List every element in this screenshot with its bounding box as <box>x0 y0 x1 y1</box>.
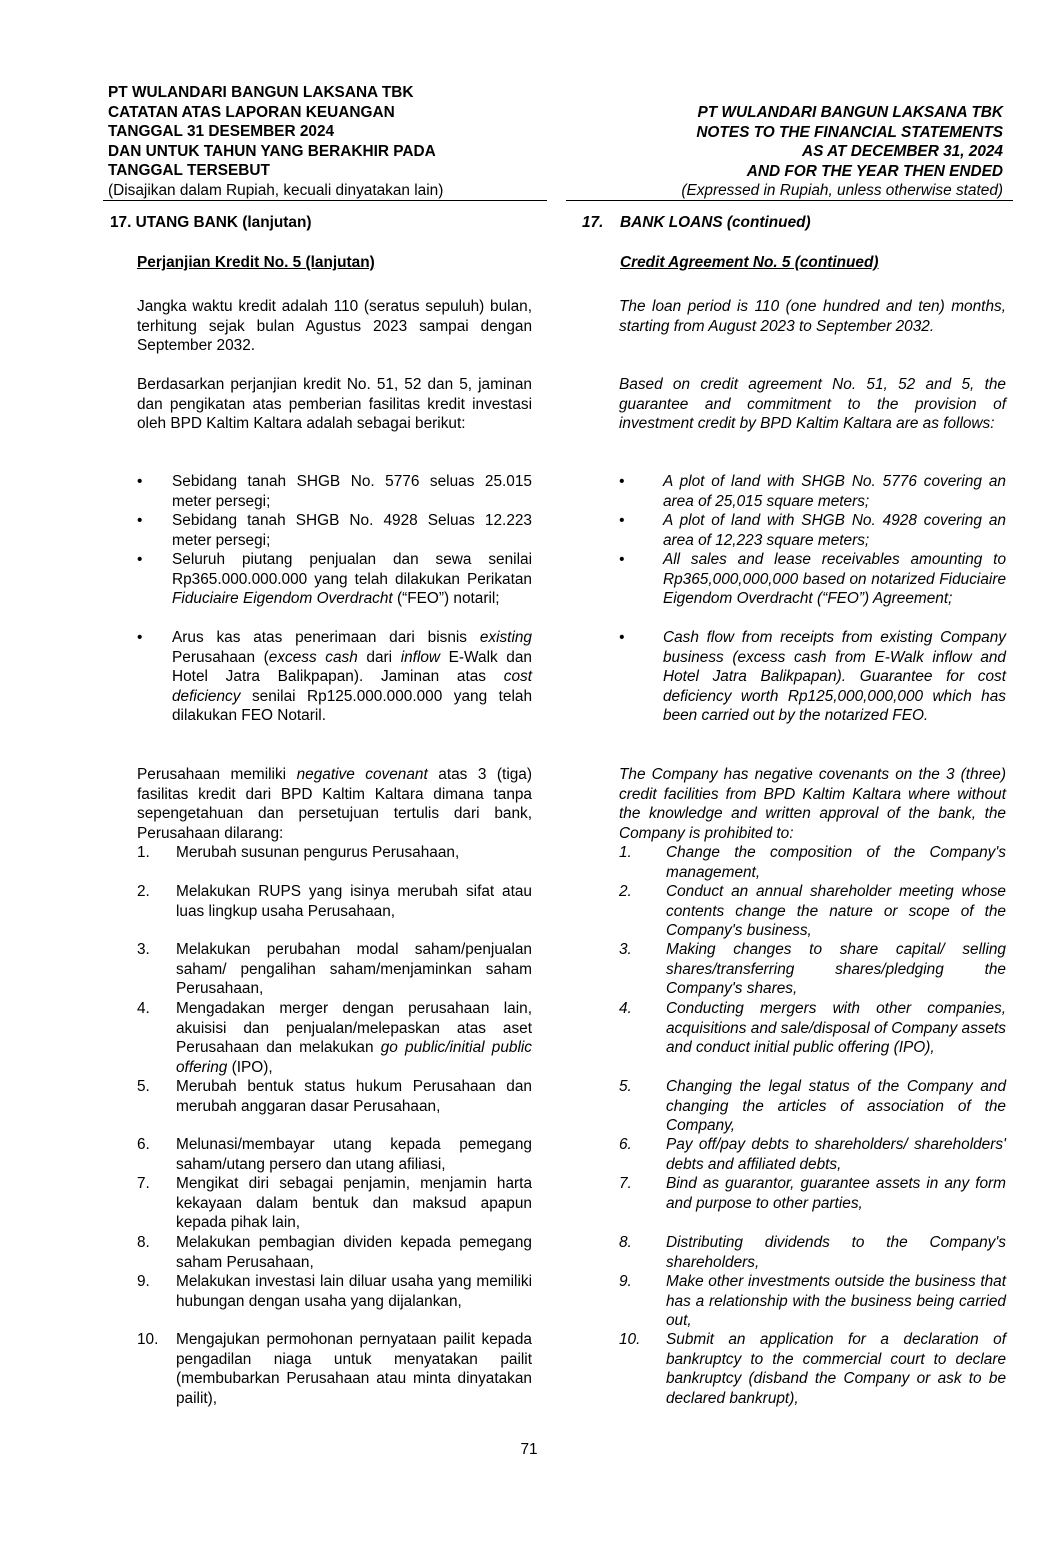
section-number-en: 17. <box>582 214 604 231</box>
numbered-item-id-2: 2. Melakukan RUPS yang isinya merubah sifat atau luas lingkup usaha Perusahaan, <box>137 883 532 920</box>
numbered-item-id-3: 3. Melakukan perubahan modal saham/penjualan saham/ pengalihan saham/menjaminkan saham Perusahaan, <box>137 941 532 997</box>
numbered-item-en-8: 8. Distributing dividends to the Company's shareholders, <box>619 1234 1006 1271</box>
numbered-item-en-3: 3. Making changes to share capital/ selling shares/transferring shares/pledging the Company's shares, <box>619 941 1006 997</box>
numbered-item-id-7: 7. Mengikat diri sebagai penjamin, menjamin harta kekayaan dalam bentuk dan maksud apapun kepada pihak lain, <box>137 1175 532 1231</box>
numbered-item-en-6: 6. Pay off/pay debts to shareholders/ shareholders' debts and affiliated debts, <box>619 1136 1006 1173</box>
numbered-item-en-7: 7. Bind as guarantor, guarantee assets in any form and purpose to other parties, <box>619 1175 1006 1212</box>
numbered-item-id-6: 6. Melunasi/membayar utang kepada pemegang saham/utang persero dan utang afiliasi, <box>137 1136 532 1173</box>
section-title-en: BANK LOANS (continued) <box>620 214 811 231</box>
numbered-item-id-9: 9. Melakukan investasi lain diluar usaha yang memiliki hubungan dengan usaha yang dijalankan, <box>137 1273 532 1310</box>
header-right <box>563 103 1003 201</box>
numbered-item-en-5: 5. Changing the legal status of the Company and changing the articles of association of the Company, <box>619 1078 1006 1134</box>
numbered-item-en-4: 4. Conducting mergers with other companies, acquisitions and sale/disposal of Company assets and conduct initial public offering (IPO), <box>619 1000 1006 1056</box>
company-name-id: PT WULANDARI BANGUN LAKSANA TBK <box>108 84 414 101</box>
numbered-item-en-2: 2. Conduct an annual shareholder meeting whose contents change the nature or scope of the Company's business, <box>619 883 1006 939</box>
para-negative-covenant-id: Perusahaan memiliki negative covenant atas 3 (tiga) fasilitas kredit dari BPD Kaltim Kaltara dimana tanpa sepengetahuan dan persetujuan tertulis dari bank, Perusahaan dilarang: <box>137 766 532 842</box>
para-guarantee-intro-en: Based on credit agreement No. 51, 52 and 5, the guarantee and commitment to the provision of investment credit by BPD Kaltim Kaltara are as follows: <box>619 376 1006 432</box>
bullet-item-en-1: • A plot of land with SHGB No. 5776 covering an area of 25,015 square meters; <box>619 473 1006 510</box>
company-name-en: PT WULANDARI BANGUN LAKSANA TBK <box>697 104 1003 121</box>
para-loan-period-id: Jangka waktu kredit adalah 110 (seratus sepuluh) bulan, terhitung sejak bulan Agustus 2023 sampai dengan September 2032. <box>137 298 532 354</box>
doc-date-en: AS AT DECEMBER 31, 2024 <box>802 143 1003 160</box>
numbered-item-id-4: 4. Mengadakan merger dengan perusahaan lain, akuisisi dan penjualan/melepaskan atas aset Perusahaan dan melakukan go public/initial public offering (IPO), <box>137 1000 532 1076</box>
header-rule-right <box>566 200 1013 201</box>
section-title-id: 17. UTANG BANK (lanjutan) <box>110 214 312 231</box>
doc-period2-id: TANGGAL TERSEBUT <box>108 162 270 179</box>
currency-note-id: (Disajikan dalam Rupiah, kecuali dinyatakan lain) <box>108 181 444 199</box>
currency-note-en: (Expressed in Rupiah, unless otherwise stated) <box>681 182 1003 199</box>
header-rule-left <box>103 200 547 201</box>
numbered-item-id-8: 8. Melakukan pembagian dividen kepada pemegang saham Perusahaan, <box>137 1234 532 1271</box>
doc-period-en: AND FOR THE YEAR THEN ENDED <box>746 162 1003 180</box>
bullet-item-id-4: • Arus kas atas penerimaan dari bisnis existing Perusahaan (excess cash dari inflow E-Walk dan Hotel Jatra Balikpapan). Jaminan atas cost deficiency senilai Rp125.000.000.000 yang telah dilakukan FEO Notaril. <box>137 629 532 724</box>
numbered-item-en-9: 9. Make other investments outside the business that has a relationship with the business being carried out, <box>619 1273 1006 1329</box>
doc-title-en: NOTES TO THE FINANCIAL STATEMENTS <box>696 123 1003 141</box>
bullet-item-id-2: • Sebidang tanah SHGB No. 4928 Seluas 12.223 meter persegi; <box>137 512 532 549</box>
para-negative-covenant-en: The Company has negative covenants on the 3 (three) credit facilities from BPD Kaltim Kaltara where without the knowledge and written approval of the bank, the Company is prohibited to: <box>619 766 1006 842</box>
page-number: 71 <box>520 1441 538 1458</box>
subheading-id: Perjanjian Kredit No. 5 (lanjutan) <box>137 254 375 271</box>
bullet-item-en-3: • All sales and lease receivables amounting to Rp365,000,000,000 based on notarized Fiduciaire Eigendom Overdracht (“FEO”) Agreement; <box>619 551 1006 607</box>
numbered-item-en-1: 1. Change the composition of the Company's management, <box>619 844 1006 881</box>
doc-date-id: TANGGAL 31 DESEMBER 2024 <box>108 123 335 140</box>
subheading-en: Credit Agreement No. 5 (continued) <box>620 254 879 271</box>
bullet-item-id-1: • Sebidang tanah SHGB No. 5776 seluas 25.015 meter persegi; <box>137 473 532 510</box>
numbered-item-en-10: 10. Submit an application for a declaration of bankruptcy to the commercial court to declare bankruptcy (disband the Company or ask to be declared bankrupt), <box>619 1331 1006 1407</box>
bullet-item-id-3: • Seluruh piutang penjualan dan sewa senilai Rp365.000.000.000 yang telah dilakukan Perikatan Fiduciaire Eigendom Overdracht (“FEO”) notaril; <box>137 551 532 607</box>
numbered-item-id-1: 1. Merubah susunan pengurus Perusahaan, <box>137 844 460 861</box>
doc-title-id: CATATAN ATAS LAPORAN KEUANGAN <box>108 103 395 121</box>
numbered-item-id-5: 5. Merubah bentuk status hukum Perusahaan dan merubah anggaran dasar Perusahaan, <box>137 1078 532 1115</box>
header-left <box>108 83 548 200</box>
numbered-item-id-10: 10. Mengajukan permohonan pernyataan pailit kepada pengadilan niaga untuk menyatakan pailit (membubarkan Perusahaan atau minta dinyatakan pailit), <box>137 1331 532 1407</box>
para-guarantee-intro-id: Berdasarkan perjanjian kredit No. 51, 52 dan 5, jaminan dan pengikatan atas pemberian fasilitas kredit investasi oleh BPD Kaltim Kaltara adalah sebagai berikut: <box>137 376 532 432</box>
bullet-item-en-4: • Cash flow from receipts from existing Company business (excess cash from E-Walk inflow and Hotel Jatra Balikpapan). Guarantee for cost deficiency worth Rp125,000,000,000 which has been carried out by the notarized FEO. <box>619 629 1006 724</box>
para-loan-period-en: The loan period is 110 (one hundred and ten) months, starting from August 2023 to September 2032. <box>619 298 1006 335</box>
doc-period-id: DAN UNTUK TAHUN YANG BERAKHIR PADA <box>108 142 436 160</box>
bullet-item-en-2: • A plot of land with SHGB No. 4928 covering an area of 12,223 square meters; <box>619 512 1006 549</box>
